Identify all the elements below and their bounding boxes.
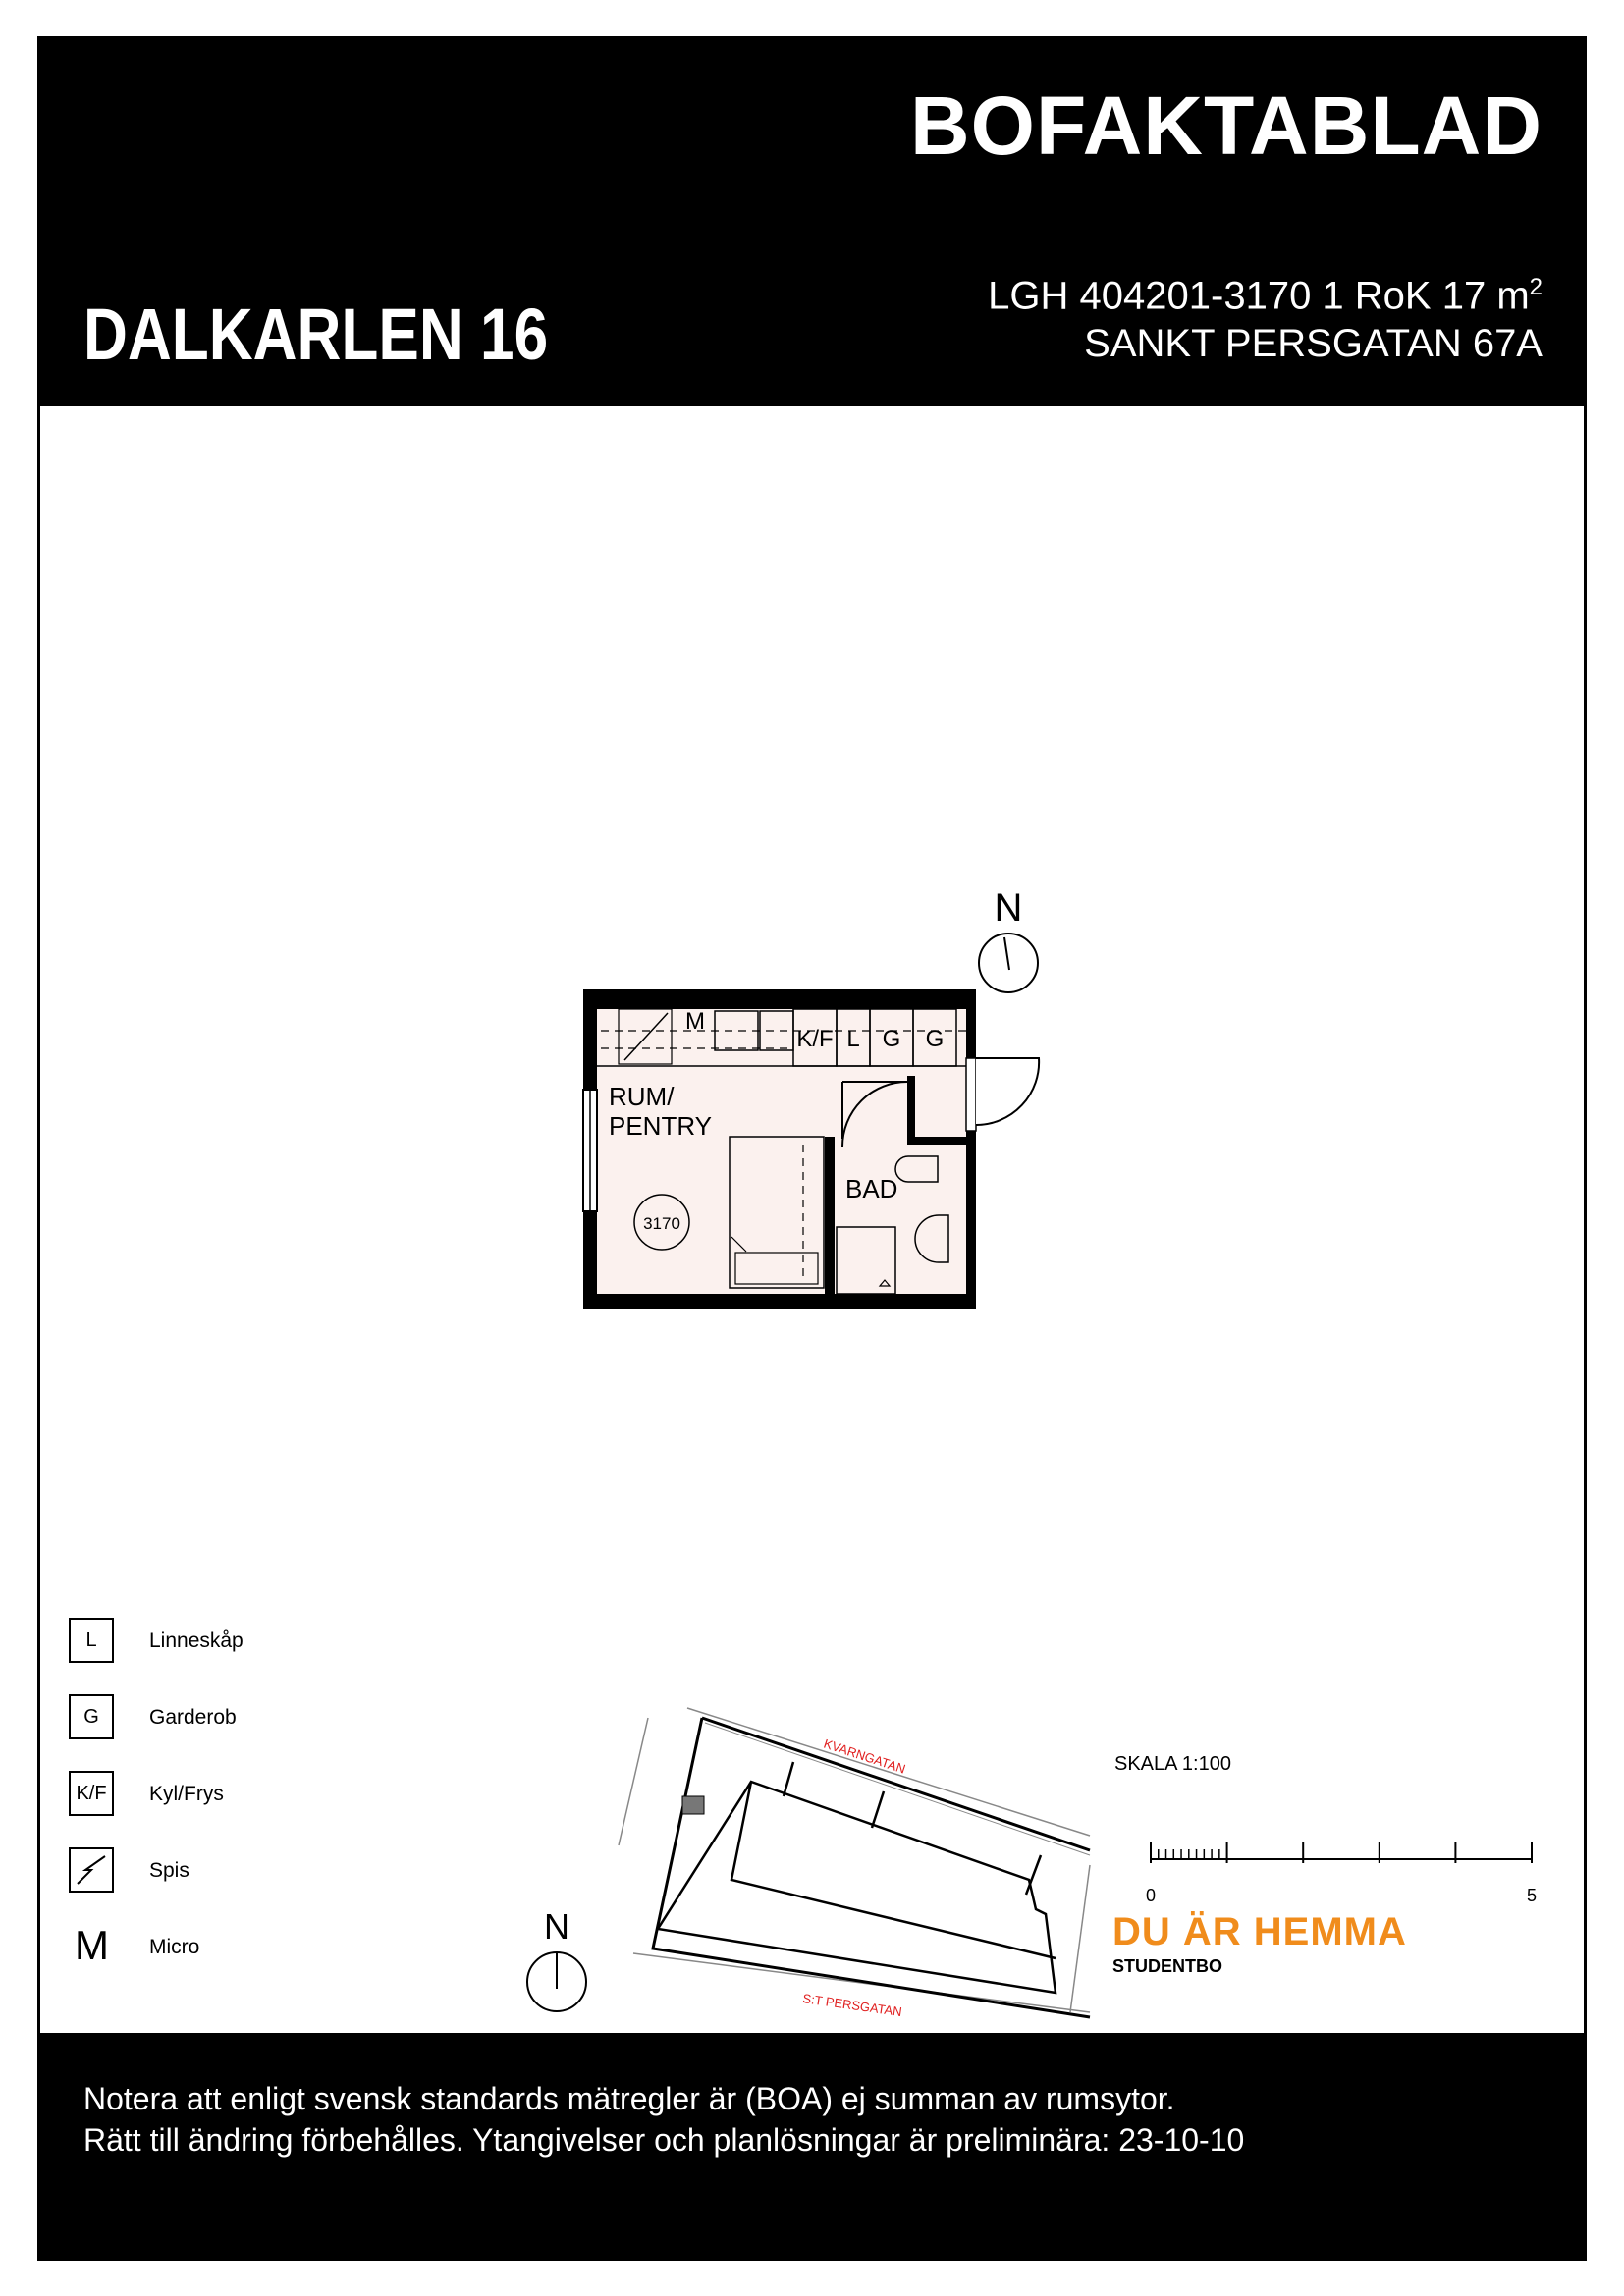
footer-line-1: Notera att enligt svensk standards mätregler är (BOA) ej summan av rumsytor. <box>83 2081 1175 2116</box>
fridge-label: K/F <box>796 1026 834 1052</box>
legend-label: Kyl/Frys <box>149 1783 224 1805</box>
legend-symbol: L <box>69 1618 114 1663</box>
apartment-number: 3170 <box>643 1214 680 1233</box>
room-label-main: RUM/ <box>609 1082 675 1111</box>
micro-label: M <box>685 1008 705 1035</box>
legend-symbol: M <box>75 1922 109 1968</box>
street-bottom: S:T PERSGATAN <box>801 1991 903 2020</box>
brand-sub: STUDENTBO <box>1112 1956 1222 1976</box>
apartment-id: LGH 404201-3170 1 RoK 17 m <box>988 274 1530 318</box>
room-label-bath: BAD <box>845 1174 898 1203</box>
legend-label: Garderob <box>149 1706 237 1729</box>
site-plan <box>527 1708 1090 2019</box>
room-label-main-line2: PENTRY <box>609 1111 712 1141</box>
legend-symbol: G <box>69 1694 114 1739</box>
legend-label: Micro <box>149 1936 200 1958</box>
brand-logo <box>1112 1910 1407 1977</box>
apartment-plan <box>583 989 1039 1309</box>
document-title: BOFAKTABLAD <box>909 80 1543 172</box>
scale-start: 0 <box>1145 1886 1157 1905</box>
legend-symbol: K/F <box>69 1771 114 1816</box>
scale-bar <box>1146 1842 1537 1905</box>
street-top: KVARNGATAN <box>822 1735 908 1777</box>
address: SANKT PERSGATAN 67A <box>1084 322 1543 366</box>
project-name: DALKARLEN 16 <box>83 294 549 375</box>
site-compass-icon <box>527 1952 586 2011</box>
site-north-label: N <box>544 1906 569 1947</box>
scale-label: SKALA 1:100 <box>1114 1753 1231 1775</box>
brand-name: DU ÄR HEMMA <box>1112 1910 1407 1953</box>
compass-icon <box>979 934 1038 992</box>
footer-line-2: Rätt till ändring förbehålles. Ytangivelser och planlösningar är preliminära: 23-10-10 <box>83 2122 1245 2158</box>
legend-label: Spis <box>149 1859 189 1882</box>
site-marker <box>682 1796 704 1814</box>
legend-label: Linneskåp <box>149 1629 244 1652</box>
stove-icon <box>69 1847 114 1893</box>
north-label: N <box>994 886 1023 930</box>
area-superscript: 2 <box>1529 274 1543 300</box>
scale-end: 5 <box>1526 1886 1538 1905</box>
wardrobe-label-1: G <box>882 1026 901 1052</box>
wardrobe-label-2: G <box>925 1026 945 1052</box>
linen-label: L <box>846 1026 860 1052</box>
